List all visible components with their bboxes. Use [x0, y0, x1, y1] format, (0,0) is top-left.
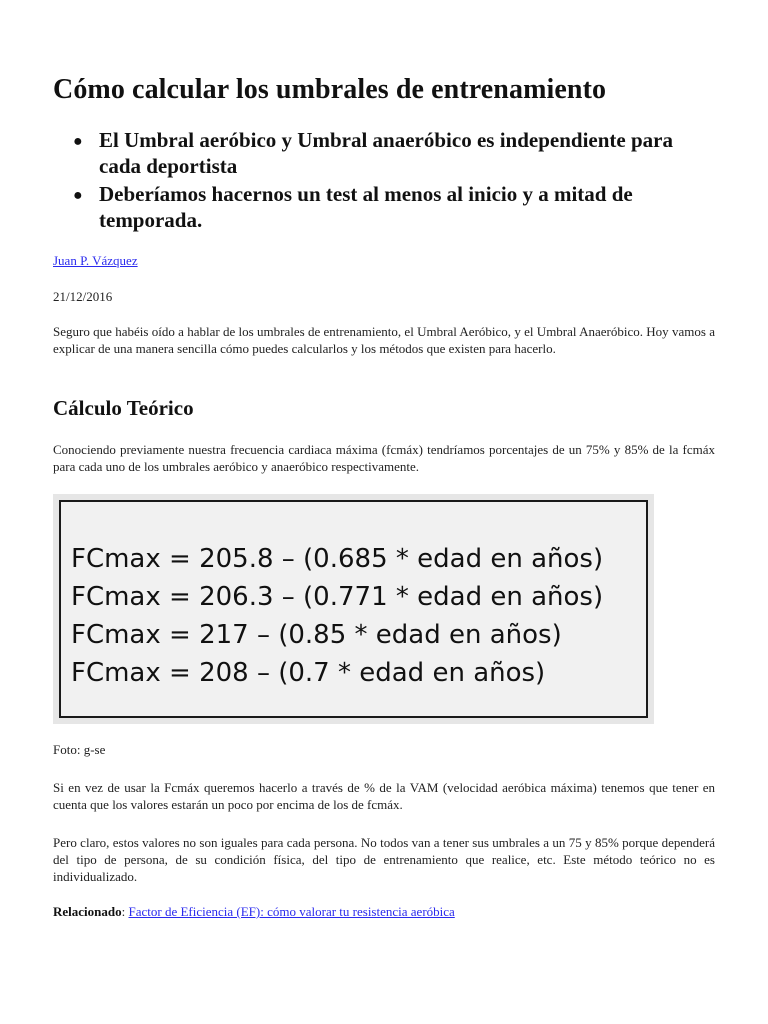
related-article-link[interactable]: Factor de Eficiencia (EF): cómo valorar tu resistencia aeróbica: [128, 904, 455, 919]
page-title: Cómo calcular los umbrales de entrenamiento: [53, 74, 607, 105]
formula-line: FCmax = 217 – (0.85 * edad en años): [71, 620, 562, 650]
summary-bullets: [53, 127, 693, 235]
individual-paragraph: Pero claro, estos valores no son iguales para cada persona. No todos van a tener sus umbrales a un 75 y 85% porque dependerá del tipo de persona, de su condición física, del tipo de entrenamiento que realice, etc. Este método teórico no es individualizado.: [53, 835, 715, 884]
intro-paragraph: Seguro que habéis oído a hablar de los umbrales de entrenamiento, el Umbral Aeróbico, y el Umbral Anaeróbico. Hoy vamos a explicar de una manera sencilla cómo puedes calcularlos y los métodos que existen para hacerlo.: [53, 324, 715, 356]
formula-image: [53, 494, 654, 724]
formula-line: FCmax = 205.8 – (0.685 * edad en años): [71, 544, 604, 574]
formula-line: FCmax = 208 – (0.7 * edad en años): [71, 658, 546, 688]
image-caption: Foto: g-se: [53, 742, 106, 757]
bullet-item: [53, 127, 693, 179]
bullet-dot-icon: ●: [73, 133, 83, 150]
related-line: [53, 904, 455, 920]
bullet-dot-icon: ●: [73, 187, 83, 204]
formula-line: FCmax = 206.3 – (0.771 * edad en años): [71, 582, 604, 612]
related-label: Relacionado: [53, 904, 122, 919]
bullet-text: Deberíamos hacernos un test al menos al inicio y a mitad de temporada.: [99, 182, 633, 232]
related-separator: :: [121, 904, 129, 919]
section-paragraph: Conociendo previamente nuestra frecuencia cardiaca máxima (fcmáx) tendríamos porcentajes de un 75% y 85% de la fcmáx para cada uno de los umbrales aeróbico y anaeróbico respectivamente.: [53, 442, 715, 474]
bullet-text: El Umbral aeróbico y Umbral anaeróbico es independiente para cada deportista: [99, 128, 673, 178]
bullet-item: [53, 181, 693, 233]
vam-paragraph: Si en vez de usar la Fcmáx queremos hacerlo a través de % de la VAM (velocidad aeróbica máxima) tenemos que tener en cuenta que los valores estarán un poco por encima de los de fcmáx.: [53, 780, 715, 812]
publish-date: 21/12/2016: [53, 289, 113, 304]
section-heading: Cálculo Teórico: [53, 396, 194, 420]
formula-list: [71, 540, 603, 692]
author-link[interactable]: Juan P. Vázquez: [53, 253, 138, 268]
formula-frame: [59, 500, 648, 718]
